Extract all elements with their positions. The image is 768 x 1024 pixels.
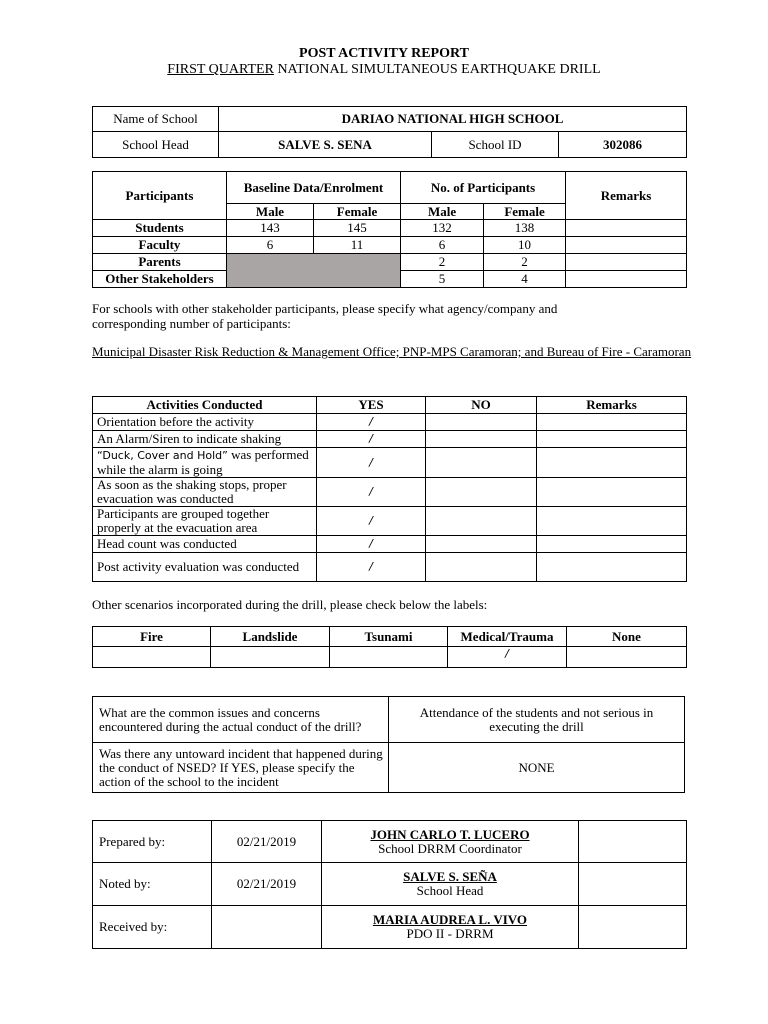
issues-answer: Attendance of the students and not serious in executing the drill: [389, 697, 685, 743]
scenario-tsunami-check: [330, 647, 448, 668]
incident-answer: NONE: [389, 743, 685, 793]
table-row: [93, 553, 687, 582]
yes-check: /: [317, 507, 426, 536]
col-participants: Participants: [93, 172, 227, 220]
issues-question: What are the common issues and concerns encountered during the actual conduct of the drill?: [93, 697, 389, 743]
prepared-signatory: [322, 821, 579, 863]
yes-check: /: [317, 448, 426, 478]
col-no: NO: [426, 397, 537, 414]
subtitle-rest: NATIONAL SIMULTANEOUS EARTHQUAKE DRILL: [273, 62, 601, 77]
activity-label: As soon as the shaking stops, proper evacuation was conducted: [93, 478, 317, 507]
yes-check: /: [317, 431, 426, 448]
school-head-label: School Head: [93, 132, 219, 158]
no-check: [426, 507, 537, 536]
signature-box: [579, 906, 687, 949]
participant-male: 2: [401, 254, 484, 271]
scenario-fire-label: Fire: [93, 627, 211, 647]
row-remarks: [566, 271, 687, 288]
no-check: [426, 553, 537, 582]
table-row: [93, 906, 687, 949]
yes-check: /: [317, 553, 426, 582]
row-remarks: [566, 254, 687, 271]
stakeholders-answer: Municipal Disaster Risk Reduction & Management Office; PNP-MPS Caramoran; and Bureau of Fire - Caramoran: [92, 344, 692, 359]
issues-table: [92, 696, 685, 793]
signatory-name: JOHN CARLO T. LUCERO: [370, 826, 530, 842]
school-head-value: SALVE S. SENA: [219, 132, 432, 158]
activity-remarks: [537, 431, 687, 448]
scenarios-table: [92, 626, 687, 668]
report-title: POST ACTIVITY REPORT: [299, 46, 469, 61]
col-participant-count: No. of Participants: [401, 172, 566, 204]
noted-by-label: Noted by:: [93, 863, 212, 906]
scenario-medical-check: /: [448, 647, 567, 668]
row-label: Faculty: [93, 237, 227, 254]
count-female-header: Female: [484, 204, 566, 220]
stakeholders-prompt: For schools with other stakeholder participants, please specify what agency/company and corresponding number of participants:: [92, 301, 558, 331]
yes-check: /: [317, 536, 426, 553]
table-row: [93, 863, 687, 906]
table-row: [93, 536, 687, 553]
table-row: [93, 448, 687, 478]
col-activity-remarks: Remarks: [537, 397, 687, 414]
scenarios-prompt: Other scenarios incorporated during the drill, please check below the labels:: [92, 597, 488, 612]
received-date: [212, 906, 322, 949]
activity-label-sans-part: “Duck, Cover and Hold”: [97, 449, 228, 462]
activity-remarks: [537, 448, 687, 478]
activity-label: Participants are grouped together properly at the evacuation area: [93, 507, 317, 536]
row-label: Other Stakeholders: [93, 271, 227, 288]
row-label: Parents: [93, 254, 227, 271]
table-row: [93, 507, 687, 536]
activity-remarks: [537, 553, 687, 582]
signatures-table: [92, 820, 687, 949]
participant-female: 4: [484, 271, 566, 288]
school-name-value: DARIAO NATIONAL HIGH SCHOOL: [219, 107, 687, 132]
signatory-name: SALVE S. SEÑA: [403, 869, 497, 884]
incident-question: Was there any untoward incident that happened during the conduct of NSED? If YES, please specify the action of the school to the incident: [93, 743, 389, 793]
baseline-female: 145: [314, 220, 401, 237]
received-signatory: [322, 906, 579, 949]
col-yes: YES: [317, 397, 426, 414]
scenario-fire-check: [93, 647, 211, 668]
signatory-role: School DRRM Coordinator: [378, 840, 522, 856]
subtitle-quarter: FIRST QUARTER: [167, 62, 274, 77]
row-remarks: [566, 220, 687, 237]
col-activities: Activities Conducted: [93, 397, 317, 414]
signatory-name: MARIA AUDREA L. VIVO: [372, 912, 528, 927]
prepared-by-label: Prepared by:: [93, 821, 212, 863]
scenario-none-label: None: [567, 627, 687, 647]
no-check: [426, 536, 537, 553]
participant-female: 2: [484, 254, 566, 271]
noted-date: 02/21/2019: [212, 863, 322, 906]
activity-label: [93, 448, 317, 478]
signatory-role: PDO II - DRRM: [406, 926, 494, 941]
baseline-shaded-cell: [227, 254, 401, 288]
activity-remarks: [537, 478, 687, 507]
report-subtitle: [0, 62, 768, 78]
no-check: [426, 414, 537, 431]
activities-table: [92, 396, 687, 582]
prepared-date: 02/21/2019: [212, 821, 322, 863]
participant-female: 138: [484, 220, 566, 237]
school-name-label: Name of School: [93, 107, 219, 132]
activity-label-rest: was performed while the alarm is going: [97, 447, 309, 477]
activity-label: Orientation before the activity: [93, 414, 317, 431]
participant-female: 10: [484, 237, 566, 254]
signature-box: [579, 821, 687, 863]
scenario-tsunami-label: Tsunami: [330, 627, 448, 647]
activity-label: Head count was conducted: [93, 536, 317, 553]
signatory-role: School Head: [416, 883, 484, 898]
yes-check: /: [317, 414, 426, 431]
scenario-medical-label: Medical/Trauma: [448, 627, 567, 647]
signature-box: [579, 863, 687, 906]
activity-remarks: [537, 536, 687, 553]
count-male-header: Male: [401, 204, 484, 220]
table-row: [93, 237, 687, 254]
activity-label: Post activity evaluation was conducted: [93, 553, 317, 582]
participant-male: 5: [401, 271, 484, 288]
participant-male: 6: [401, 237, 484, 254]
table-row: [93, 414, 687, 431]
row-label: Students: [93, 220, 227, 237]
no-check: [426, 431, 537, 448]
school-id-label: School ID: [432, 132, 559, 158]
activity-label: An Alarm/Siren to indicate shaking: [93, 431, 317, 448]
scenario-landslide-label: Landslide: [211, 627, 330, 647]
no-check: [426, 448, 537, 478]
baseline-male-header: Male: [227, 204, 314, 220]
baseline-male: 143: [227, 220, 314, 237]
table-row: [93, 254, 687, 271]
table-row: [93, 821, 687, 863]
activity-remarks: [537, 507, 687, 536]
table-row: [93, 431, 687, 448]
col-baseline: Baseline Data/Enrolment: [227, 172, 401, 204]
row-remarks: [566, 237, 687, 254]
school-info-table: [92, 106, 687, 158]
table-row: [93, 220, 687, 237]
baseline-male: 6: [227, 237, 314, 254]
yes-check: /: [317, 478, 426, 507]
noted-signatory: [322, 863, 579, 906]
participant-male: 132: [401, 220, 484, 237]
baseline-female-header: Female: [314, 204, 401, 220]
activity-remarks: [537, 414, 687, 431]
baseline-female: 11: [314, 237, 401, 254]
no-check: [426, 478, 537, 507]
scenario-none-check: [567, 647, 687, 668]
scenario-landslide-check: [211, 647, 330, 668]
received-by-label: Received by:: [93, 906, 212, 949]
col-remarks: Remarks: [566, 172, 687, 220]
school-id-value: 302086: [559, 132, 687, 158]
table-row: [93, 478, 687, 507]
participants-table: [92, 171, 687, 288]
